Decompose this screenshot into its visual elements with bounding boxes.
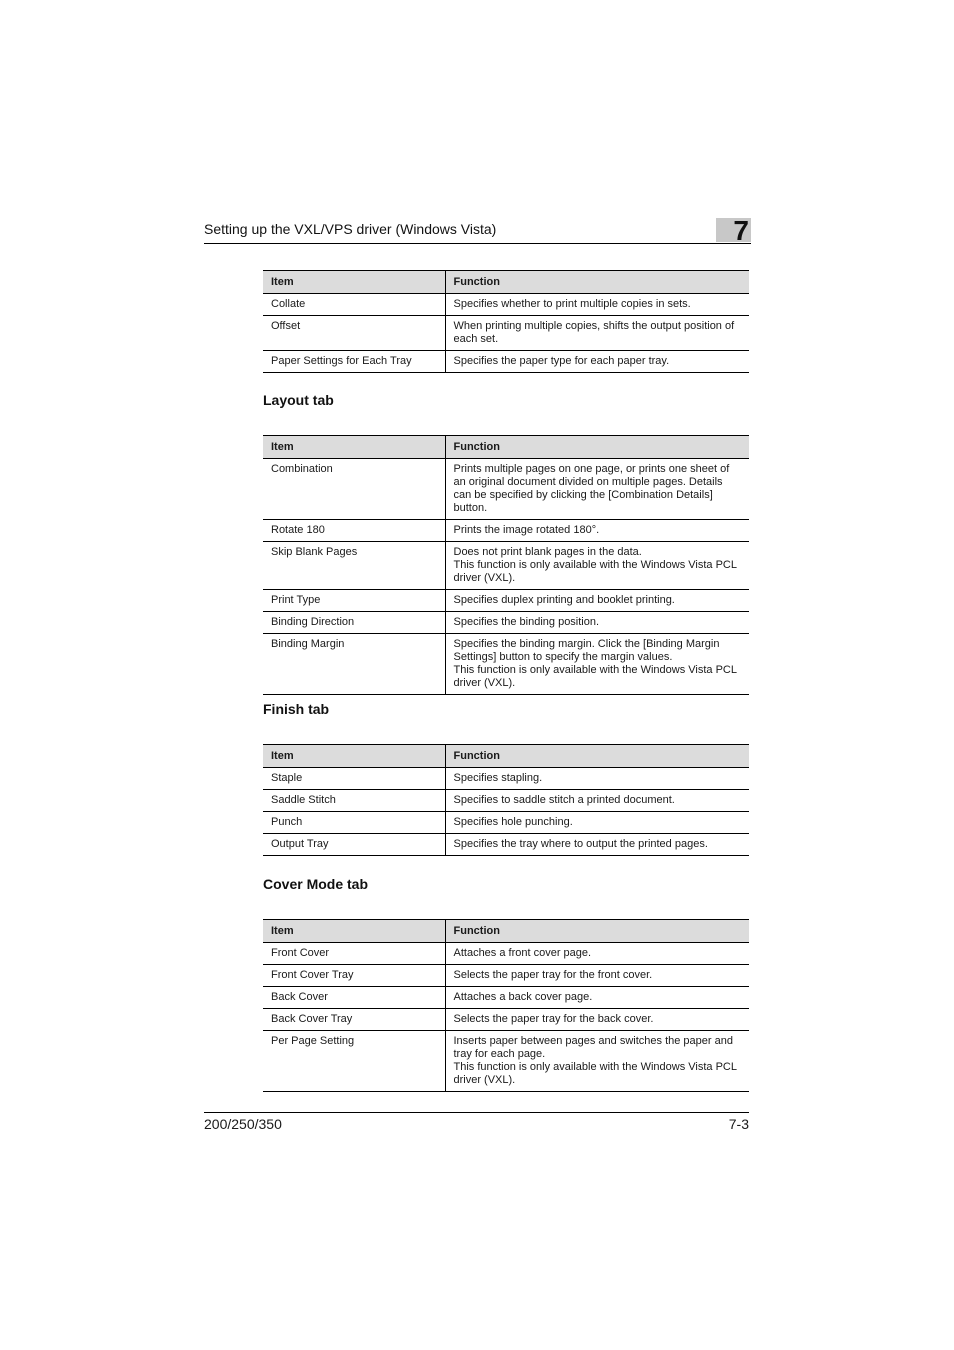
- table-row: [263, 590, 749, 612]
- table-row: [263, 943, 749, 965]
- table-row: [263, 316, 749, 351]
- table-body: [263, 943, 749, 1092]
- function-cell: Specifies the tray where to output the printed pages.: [445, 834, 749, 856]
- table-row: [263, 1009, 749, 1031]
- column-header-item: Item: [263, 745, 445, 768]
- table-row: [263, 965, 749, 987]
- table-layout-tab: [263, 435, 749, 695]
- item-cell: Output Tray: [263, 834, 445, 856]
- item-cell: Rotate 180: [263, 520, 445, 542]
- section-heading-cover-mode-tab: Cover Mode tab: [263, 876, 369, 892]
- section-heading-layout-tab: Layout tab: [263, 392, 334, 408]
- function-cell: Inserts paper between pages and switches the paper and tray for each page. This function is only available with the Windows Vista PCL driver (VXL).: [445, 1031, 749, 1092]
- function-cell: Specifies the binding position.: [445, 612, 749, 634]
- column-header-function: Function: [445, 436, 749, 459]
- column-header-item: Item: [263, 436, 445, 459]
- table-body: [263, 768, 749, 856]
- table-header-row: [263, 271, 749, 294]
- chapter-number: 7: [733, 215, 749, 246]
- function-cell: Specifies to saddle stitch a printed document.: [445, 790, 749, 812]
- page-header: [204, 215, 751, 246]
- item-cell: Offset: [263, 316, 445, 351]
- table-row: [263, 987, 749, 1009]
- footer-model: 200/250/350: [204, 1116, 282, 1132]
- item-cell: Paper Settings for Each Tray: [263, 351, 445, 373]
- table-row: [263, 834, 749, 856]
- table-row: [263, 351, 749, 373]
- item-cell: Skip Blank Pages: [263, 542, 445, 590]
- table-header-row: [263, 920, 749, 943]
- function-cell: Specifies hole punching.: [445, 812, 749, 834]
- table-row: [263, 790, 749, 812]
- function-cell: Specifies stapling.: [445, 768, 749, 790]
- table-body: [263, 294, 749, 373]
- header-title: Setting up the VXL/VPS driver (Windows Vista): [204, 221, 497, 237]
- table-row: [263, 520, 749, 542]
- table-header-row: [263, 745, 749, 768]
- function-cell: Selects the paper tray for the front cover.: [445, 965, 749, 987]
- function-cell: Specifies duplex printing and booklet printing.: [445, 590, 749, 612]
- item-cell: Collate: [263, 294, 445, 316]
- table-finish-tab: [263, 744, 749, 856]
- function-cell: Specifies the binding margin. Click the [Binding Margin Settings] button to specify the margin values. This function is only available with the Windows Vista PCL driver (VXL).: [445, 634, 749, 695]
- table-row: [263, 812, 749, 834]
- item-cell: Front Cover Tray: [263, 965, 445, 987]
- table-row: [263, 459, 749, 520]
- item-cell: Staple: [263, 768, 445, 790]
- item-cell: Punch: [263, 812, 445, 834]
- column-header-function: Function: [445, 271, 749, 294]
- column-header-item: Item: [263, 920, 445, 943]
- table-row: [263, 768, 749, 790]
- item-cell: Front Cover: [263, 943, 445, 965]
- function-cell: Selects the paper tray for the back cover.: [445, 1009, 749, 1031]
- table-header-row: [263, 436, 749, 459]
- function-cell: Prints the image rotated 180°.: [445, 520, 749, 542]
- column-header-function: Function: [445, 745, 749, 768]
- table-row: [263, 634, 749, 695]
- table-row: [263, 294, 749, 316]
- table-row: [263, 1031, 749, 1092]
- function-cell: Specifies the paper type for each paper tray.: [445, 351, 749, 373]
- function-cell: Specifies whether to print multiple copies in sets.: [445, 294, 749, 316]
- table-general-tab: [263, 270, 749, 373]
- chapter-marker: [716, 215, 751, 246]
- column-header-item: Item: [263, 271, 445, 294]
- function-cell: Attaches a back cover page.: [445, 987, 749, 1009]
- table-row: [263, 612, 749, 634]
- item-cell: Print Type: [263, 590, 445, 612]
- footer-page-number: 7-3: [728, 1116, 749, 1132]
- item-cell: Binding Margin: [263, 634, 445, 695]
- table-cover-mode-tab: [263, 919, 749, 1092]
- function-cell: Prints multiple pages on one page, or prints one sheet of an original document divided on multiple pages. Details can be specified by clicking the [Combination Details] button.: [445, 459, 749, 520]
- column-header-function: Function: [445, 920, 749, 943]
- table-body: [263, 459, 749, 695]
- function-cell: Does not print blank pages in the data. This function is only available with the Windows Vista PCL driver (VXL).: [445, 542, 749, 590]
- item-cell: Back Cover Tray: [263, 1009, 445, 1031]
- item-cell: Combination: [263, 459, 445, 520]
- table-row: [263, 542, 749, 590]
- page-footer: [204, 1112, 749, 1132]
- item-cell: Binding Direction: [263, 612, 445, 634]
- function-cell: When printing multiple copies, shifts the output position of each set.: [445, 316, 749, 351]
- item-cell: Saddle Stitch: [263, 790, 445, 812]
- function-cell: Attaches a front cover page.: [445, 943, 749, 965]
- item-cell: Per Page Setting: [263, 1031, 445, 1092]
- section-heading-finish-tab: Finish tab: [263, 701, 330, 717]
- item-cell: Back Cover: [263, 987, 445, 1009]
